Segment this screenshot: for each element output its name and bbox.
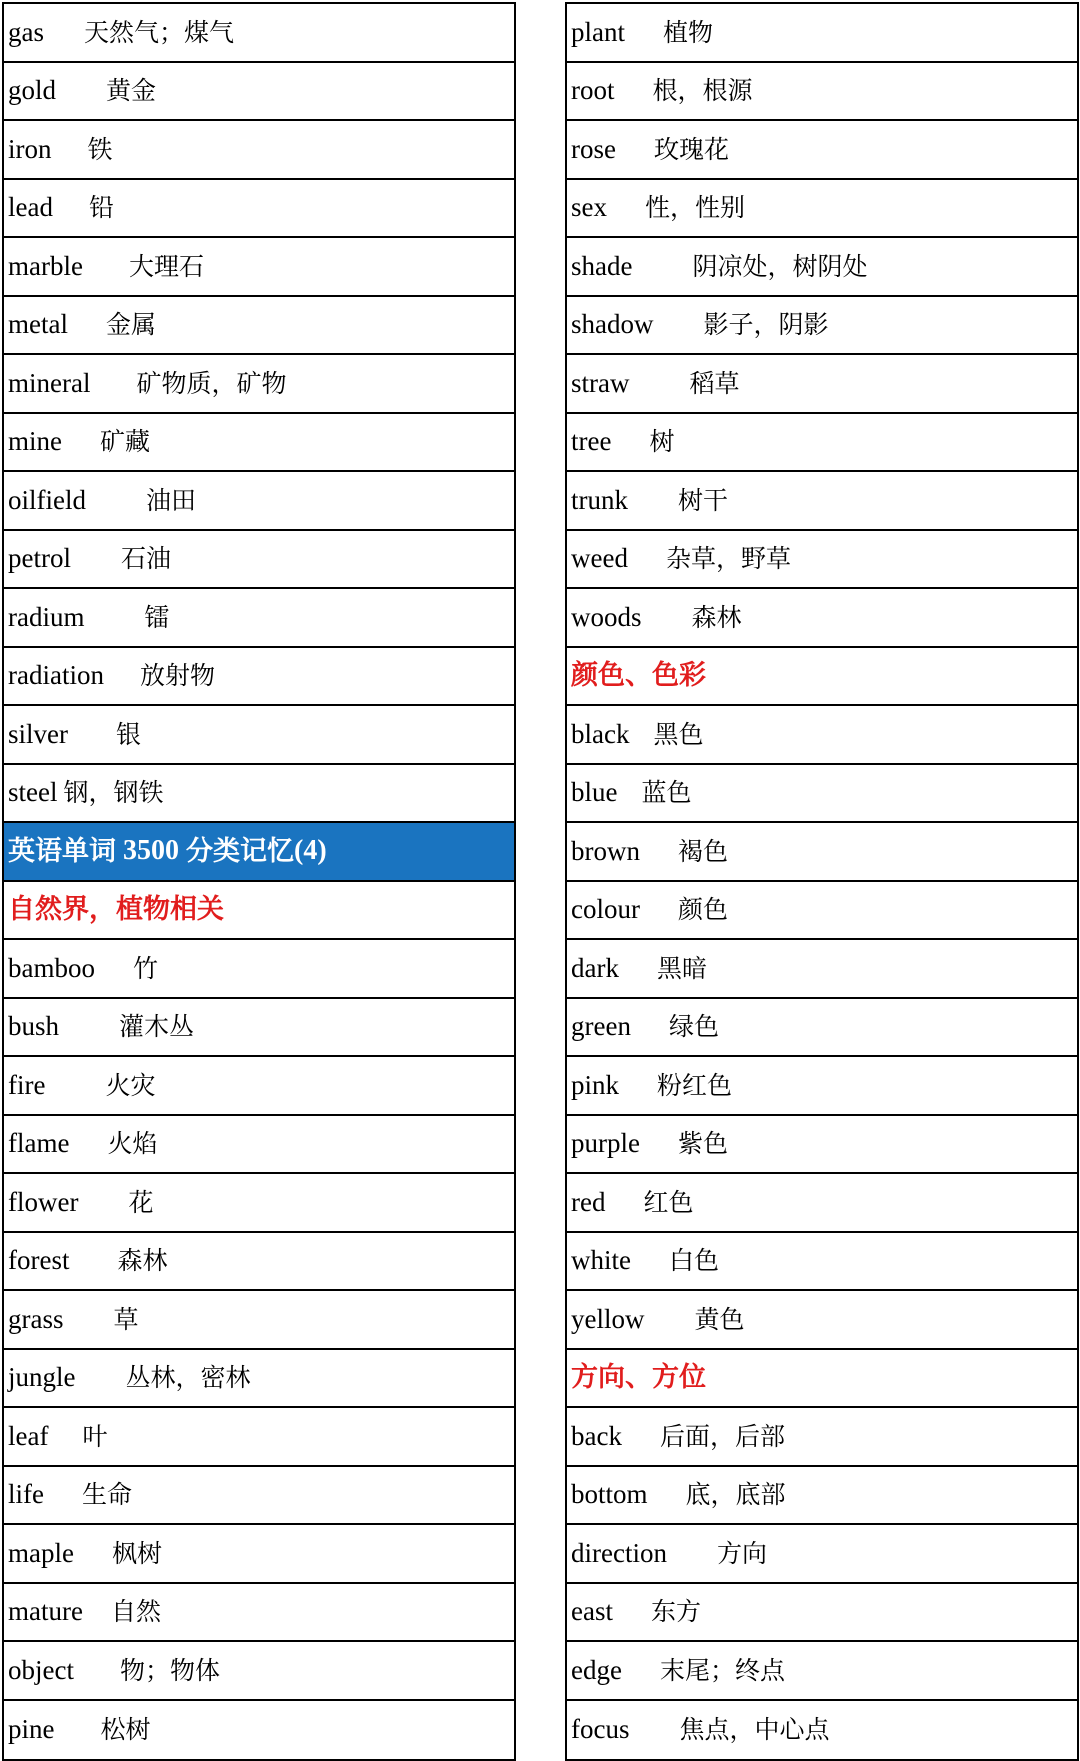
section-banner: [4, 823, 514, 882]
vocab-meaning: 竹: [133, 953, 159, 983]
vocab-word: grass: [8, 1303, 64, 1334]
category-heading: [4, 882, 514, 941]
vocab-meaning: 杂草，野草: [665, 544, 791, 574]
vocab-word: metal: [8, 309, 68, 340]
vocab-meaning: 自然: [110, 1597, 161, 1627]
vocab-row: [4, 1174, 514, 1233]
vocab-row: [567, 1701, 1077, 1760]
vocab-word: mature: [8, 1596, 83, 1627]
vocab-row: [567, 531, 1077, 590]
vocab-word: flame: [8, 1128, 70, 1159]
vocab-row: [4, 1701, 514, 1760]
vocab-row: [567, 180, 1077, 239]
vocab-row: [4, 1291, 514, 1350]
vocab-row: [4, 121, 514, 180]
vocab-word: plant: [571, 16, 625, 47]
vocab-meaning: 红色: [643, 1187, 694, 1217]
vocab-word: east: [571, 1596, 613, 1627]
vocab-row: [567, 1525, 1077, 1584]
vocab-row: [4, 1233, 514, 1292]
vocab-row: [4, 1584, 514, 1643]
vocab-meaning: 东方: [650, 1597, 701, 1627]
vocab-row: [567, 1291, 1077, 1350]
vocab-row: [4, 1525, 514, 1584]
vocab-word: weed: [571, 543, 628, 574]
vocab-word: forest: [8, 1245, 70, 1276]
vocab-word: maple: [8, 1537, 74, 1568]
vocab-word: radium: [8, 601, 85, 632]
vocab-row: [4, 355, 514, 414]
vocab-meaning: 褐色: [678, 836, 729, 866]
vocab-word: radiation: [8, 660, 104, 691]
vocab-meaning: 底，底部: [685, 1480, 786, 1510]
vocab-row: [567, 1116, 1077, 1175]
vocab-word: mine: [8, 426, 62, 457]
vocab-word: object: [8, 1654, 74, 1685]
vocab-word: pink: [571, 1069, 620, 1100]
vocab-word: direction: [571, 1537, 667, 1568]
vocab-word: sex: [571, 192, 607, 223]
vocab-meaning: 天然气；煤气: [84, 17, 235, 47]
vocab-word: yellow: [571, 1303, 645, 1334]
vocab-row: [567, 4, 1077, 63]
vocab-word: colour: [571, 894, 640, 925]
vocab-word: bottom: [571, 1479, 648, 1510]
vocab-word: silver: [8, 718, 68, 749]
vocab-word: flower: [8, 1186, 79, 1217]
vocab-row: [4, 589, 514, 648]
banner-part-number: (4): [294, 835, 327, 867]
vocab-word: straw: [571, 367, 630, 398]
vocab-meaning: 油田: [145, 485, 196, 515]
vocab-row: [567, 1584, 1077, 1643]
vocab-word: purple: [571, 1128, 640, 1159]
vocab-word: tree: [571, 426, 612, 457]
vocab-meaning: 物；物体: [119, 1655, 220, 1685]
vocab-row: [4, 1642, 514, 1701]
vocab-word: white: [571, 1245, 631, 1276]
vocab-row: [567, 882, 1077, 941]
vocab-meaning: 玫瑰花: [653, 134, 729, 164]
vocab-meaning: 蓝色: [641, 778, 692, 808]
vocab-meaning: 黄金: [106, 76, 157, 106]
vocab-meaning: 石油: [120, 544, 171, 574]
vocab-row: [4, 1408, 514, 1467]
vocab-meaning: 黄色: [694, 1304, 745, 1334]
vocab-meaning: 树: [649, 427, 675, 457]
vocab-word: trunk: [571, 484, 628, 515]
vocab-row: [4, 940, 514, 999]
vocab-row: [4, 999, 514, 1058]
vocab-meaning: 植物: [663, 17, 714, 47]
vocab-meaning: 黑暗: [656, 953, 707, 983]
vocab-meaning: 焦点，中心点: [679, 1715, 830, 1745]
vocab-row: [567, 1174, 1077, 1233]
vocab-row: [567, 940, 1077, 999]
vocab-row: [567, 589, 1077, 648]
vocab-row: [4, 180, 514, 239]
vocab-meaning: 根，根源: [652, 76, 753, 106]
vocab-word: blue: [571, 777, 618, 808]
vocab-row: [567, 706, 1077, 765]
vocab-word: life: [8, 1479, 44, 1510]
category-heading: [567, 1350, 1077, 1409]
vocab-meaning: 松树: [100, 1715, 151, 1745]
vocab-meaning: 叶: [82, 1421, 108, 1451]
vocab-meaning: 紫色: [677, 1129, 728, 1159]
vocab-row: [4, 238, 514, 297]
vocab-row: [4, 765, 514, 824]
vocab-meaning: 灌木丛: [119, 1012, 195, 1042]
vocab-meaning: 放射物: [139, 661, 215, 691]
vocab-word: leaf: [8, 1420, 49, 1451]
vocab-meaning: 火灾: [105, 1070, 156, 1100]
vocabulary-column-left: [2, 2, 516, 1761]
vocab-word: gold: [8, 75, 57, 106]
vocab-word: pine: [8, 1714, 55, 1745]
vocab-word: woods: [571, 601, 642, 632]
vocab-meaning: 白色: [669, 1246, 720, 1276]
vocab-meaning: 大理石: [128, 251, 204, 281]
vocab-row: [567, 999, 1077, 1058]
vocab-meaning: 影子，阴影: [703, 310, 829, 340]
vocab-word: mineral: [8, 367, 91, 398]
vocab-meaning: 黑色: [653, 719, 704, 749]
vocab-word: oilfield: [8, 484, 86, 515]
vocab-meaning: 森林: [691, 602, 742, 632]
vocab-row: [4, 531, 514, 590]
vocab-meaning: 绿色: [668, 1012, 719, 1042]
vocab-meaning: 铅: [88, 193, 114, 223]
vocab-row: [567, 121, 1077, 180]
vocab-row: [567, 1233, 1077, 1292]
vocab-row: [4, 414, 514, 473]
vocab-meaning: 丛林，密林: [125, 1363, 251, 1393]
vocab-row: [4, 648, 514, 707]
vocab-meaning: 生命: [81, 1480, 132, 1510]
vocab-meaning: 性，性别: [645, 193, 746, 223]
vocab-row: [4, 1350, 514, 1409]
vocabulary-column-right: [565, 2, 1079, 1761]
vocab-word: petrol: [8, 543, 71, 574]
vocab-word: steel: [8, 777, 58, 808]
vocab-meaning: 花: [128, 1187, 154, 1217]
category-heading-text: 颜色、色彩: [571, 660, 706, 692]
vocab-meaning: 金属: [105, 310, 156, 340]
vocab-row: [4, 63, 514, 122]
banner-title-cn: 英语单词: [8, 835, 116, 867]
vocab-word: shadow: [571, 309, 654, 340]
vocab-word: bush: [8, 1011, 60, 1042]
vocab-row: [567, 765, 1077, 824]
vocab-row: [4, 4, 514, 63]
vocab-row: [567, 238, 1077, 297]
vocab-meaning: 稻草: [689, 368, 740, 398]
vocab-meaning: 末尾；终点: [659, 1655, 785, 1685]
vocab-word: lead: [8, 192, 53, 223]
vocab-row: [567, 1467, 1077, 1526]
category-heading: [567, 648, 1077, 707]
vocab-word: shade: [571, 250, 633, 281]
vocab-row: [567, 355, 1077, 414]
vocab-word: dark: [571, 952, 619, 983]
vocab-word: gas: [8, 16, 44, 47]
vocab-word: rose: [571, 133, 616, 164]
vocab-word: green: [571, 1011, 631, 1042]
vocab-word: jungle: [8, 1362, 76, 1393]
vocab-meaning: 颜色: [677, 895, 728, 925]
vocab-word: brown: [571, 835, 640, 866]
vocab-row: [567, 823, 1077, 882]
vocab-meaning: 阴凉处，树阴处: [692, 251, 868, 281]
vocab-word: marble: [8, 250, 83, 281]
vocab-meaning: 钢，钢铁: [63, 778, 164, 808]
vocab-meaning: 火焰: [107, 1129, 158, 1159]
vocab-row: [567, 63, 1077, 122]
vocab-row: [4, 1116, 514, 1175]
vocab-row: [567, 472, 1077, 531]
vocab-word: root: [571, 75, 615, 106]
vocab-row: [4, 1057, 514, 1116]
category-heading-text: 自然界，植物相关: [8, 894, 224, 926]
vocab-meaning: 树干: [678, 485, 729, 515]
vocab-meaning: 银: [116, 719, 142, 749]
vocab-row: [567, 1057, 1077, 1116]
vocab-word: focus: [571, 1714, 630, 1745]
vocab-row: [567, 1642, 1077, 1701]
vocab-meaning: 森林: [117, 1246, 168, 1276]
vocab-meaning: 镭: [144, 602, 170, 632]
vocab-meaning: 枫树: [111, 1538, 162, 1568]
vocab-word: fire: [8, 1069, 46, 1100]
vocab-row: [567, 1408, 1077, 1467]
vocab-word: bamboo: [8, 952, 95, 983]
vocab-meaning: 后面，后部: [659, 1421, 785, 1451]
vocab-word: iron: [8, 133, 52, 164]
vocab-row: [567, 297, 1077, 356]
category-heading-text: 方向、方位: [571, 1362, 706, 1394]
vocab-row: [4, 297, 514, 356]
vocab-meaning: 铁: [87, 134, 113, 164]
vocab-row: [4, 1467, 514, 1526]
vocab-meaning: 粉红色: [657, 1070, 733, 1100]
vocab-meaning: 草: [113, 1304, 139, 1334]
vocab-word: red: [571, 1186, 606, 1217]
banner-word-count: 3500: [116, 835, 186, 867]
vocab-meaning: 矿藏: [100, 427, 151, 457]
vocab-word: black: [571, 718, 630, 749]
vocab-row: [4, 706, 514, 765]
banner-title-cn-2: 分类记忆: [186, 835, 294, 867]
vocab-row: [4, 472, 514, 531]
vocab-word: back: [571, 1420, 622, 1451]
vocab-word: edge: [571, 1654, 622, 1685]
vocab-row: [567, 414, 1077, 473]
vocab-meaning: 矿物质，矿物: [136, 368, 287, 398]
vocab-meaning: 方向: [716, 1538, 767, 1568]
